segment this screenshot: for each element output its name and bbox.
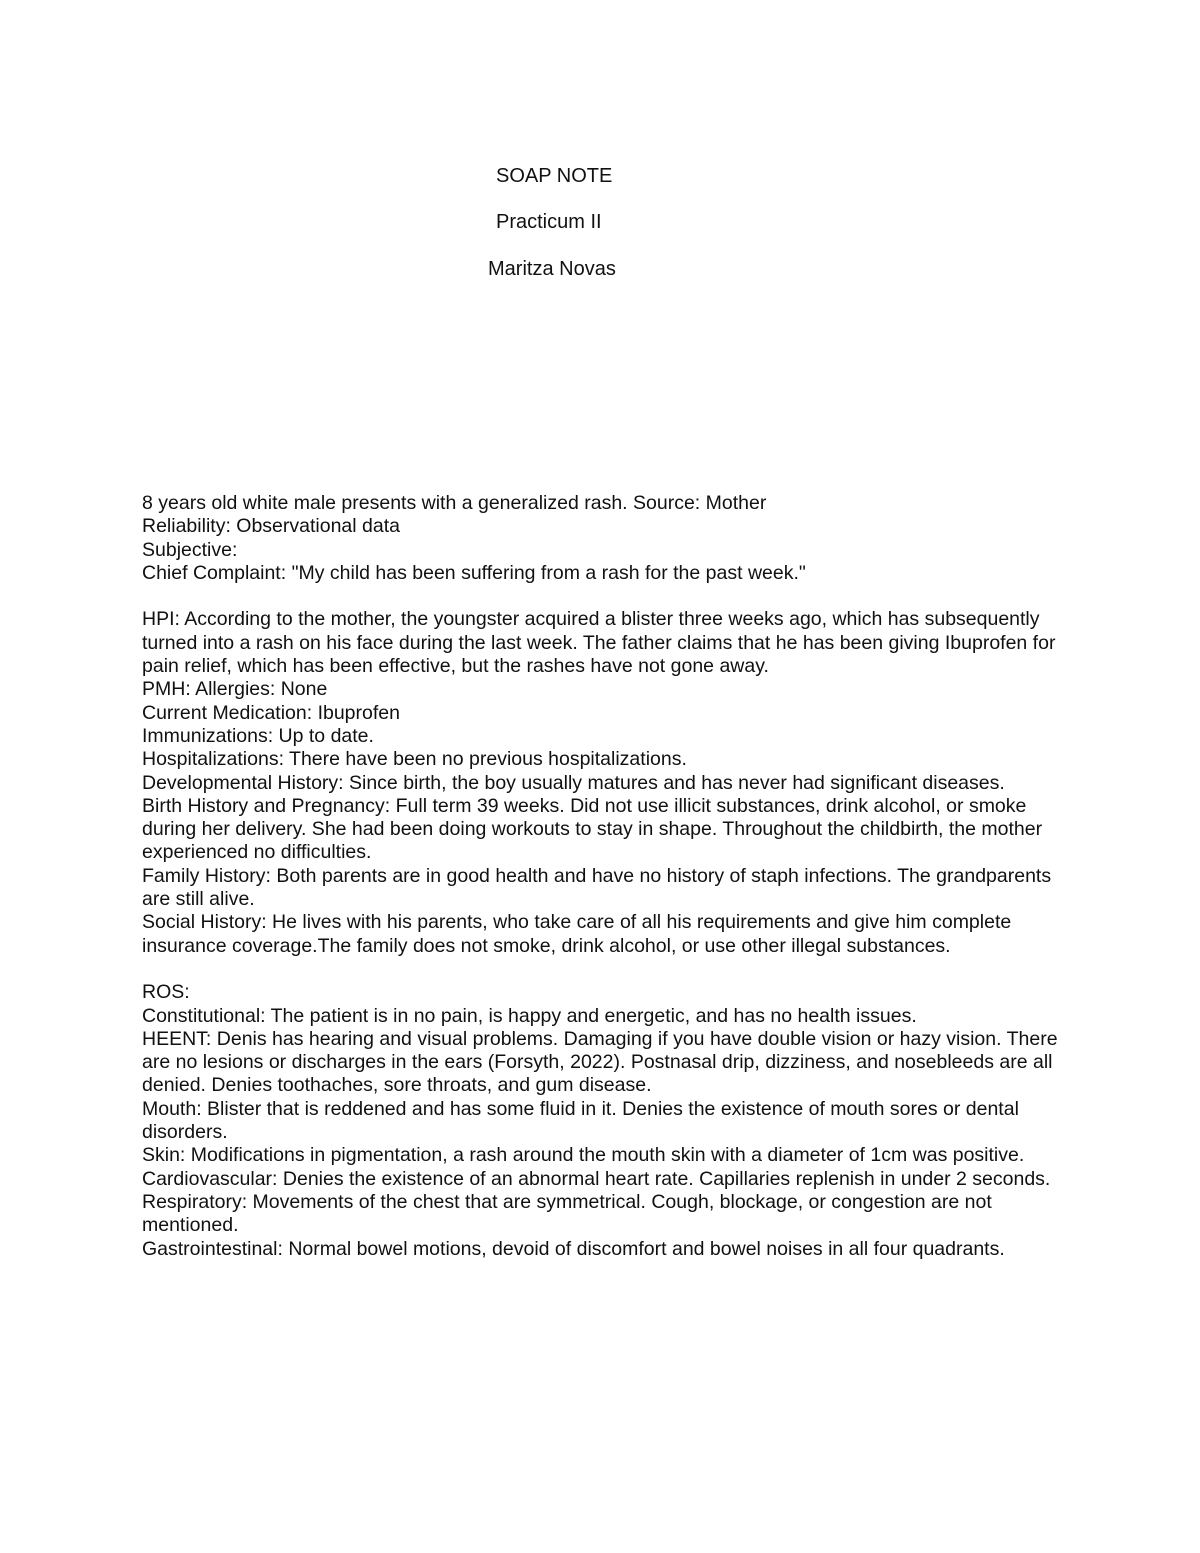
- current-medication-line: Current Medication: Ibuprofen: [142, 701, 400, 724]
- ros-cardiovascular: Cardiovascular: Denies the existence of an abnormal heart rate. Capillaries replenish in under 2 seconds.: [142, 1167, 1051, 1190]
- ros-respiratory: Respiratory: Movements of the chest that are symmetrical. Cough, blockage, or congestion are not mentioned.: [142, 1190, 992, 1237]
- hpi-paragraph: HPI: According to the mother, the youngster acquired a blister three weeks ago, which has subsequently turned into a rash on his face during the last week. The father claims that he has been giving Ibuprofen for pain relief, which has been effective, but the rashes have not gone away.: [142, 608, 1056, 678]
- birth-history: Birth History and Pregnancy: Full term 39 weeks. Did not use illicit substances, drink alcohol, or smoke during her delivery. She had been doing workouts to stay in shape. Throughout the childbirth, the mother experienced no difficulties.: [142, 794, 1043, 864]
- chief-complaint: Chief Complaint: "My child has been suffering from a rash for the past week.": [142, 561, 806, 584]
- author-name: Maritza Novas: [488, 258, 616, 280]
- paragraph-gap: [142, 958, 1072, 981]
- ros-heent: HEENT: Denis has hearing and visual problems. Damaging if you have double vision or hazy vision. There are no lesions or discharges in the ears (Forsyth, 2022). Postnasal drip, dizziness, and nosebleeds are all denied. Denies toothaches, sore throats, and gum disease.: [142, 1027, 1058, 1097]
- family-history: Family History: Both parents are in good health and have no history of staph infections. The grandparents are still alive.: [142, 864, 1052, 911]
- note-body: [142, 492, 1072, 1261]
- document-title: SOAP NOTE: [496, 165, 613, 187]
- patient-intro: 8 years old white male presents with a generalized rash. Source: Mother: [142, 492, 767, 514]
- pmh-line: PMH: Allergies: None: [142, 678, 328, 701]
- immunizations-line: Immunizations: Up to date.: [142, 724, 374, 747]
- social-history: Social History: He lives with his parents, who take care of all his requirements and give him complete insurance coverage.The family does not smoke, drink alcohol, or use other illegal substances.: [142, 911, 1012, 957]
- subjective-label: Subjective:: [142, 538, 238, 561]
- ros-gastrointestinal: Gastrointestinal: Normal bowel motions, devoid of discomfort and bowel noises in all four quadrants.: [142, 1237, 1005, 1260]
- ros-skin: Skin: Modifications in pigmentation, a rash around the mouth skin with a diameter of 1cm was positive.: [142, 1144, 1025, 1167]
- ros-constitutional: Constitutional: The patient is in no pain, is happy and energetic, and has no health issues.: [142, 1004, 917, 1027]
- developmental-history: Developmental History: Since birth, the boy usually matures and has never had significant diseases.: [142, 771, 1005, 794]
- course-name: Practicum II: [496, 211, 602, 233]
- hospitalizations-line: Hospitalizations: There have been no previous hospitalizations.: [142, 748, 687, 771]
- paragraph-gap: [142, 585, 1072, 608]
- ros-mouth: Mouth: Blister that is reddened and has some fluid in it. Denies the existence of mouth sores or dental disorders.: [142, 1097, 1019, 1144]
- reliability-line: Reliability: Observational data: [142, 515, 400, 538]
- ros-label: ROS:: [142, 981, 190, 1004]
